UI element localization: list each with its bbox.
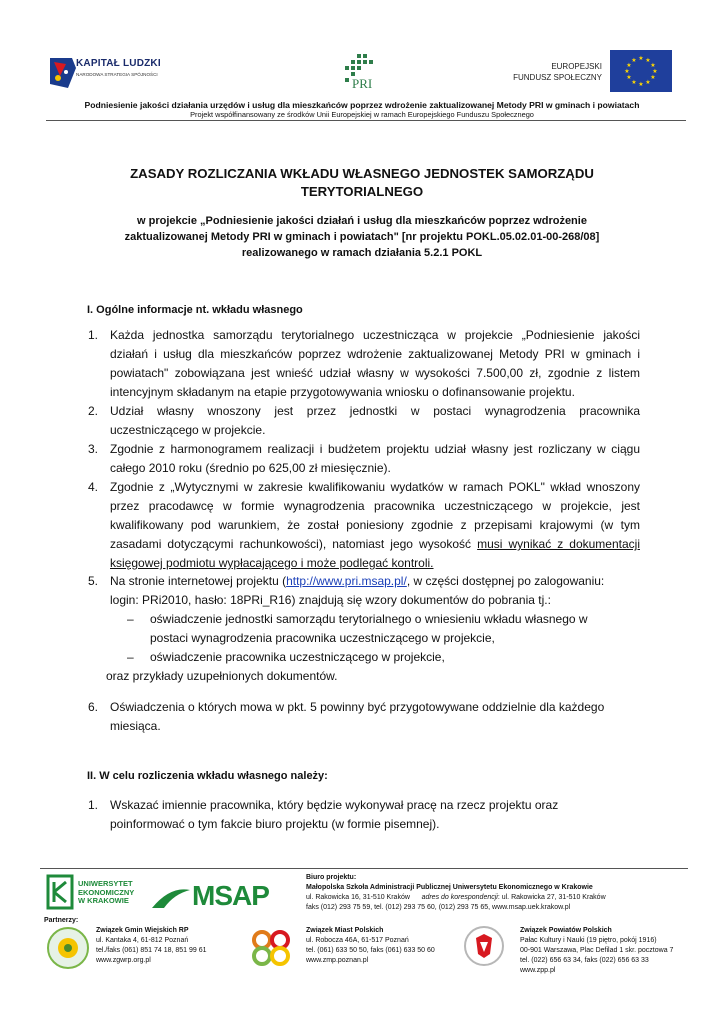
kapital-ludzki-title: KAPITAŁ LUDZKI — [76, 58, 161, 69]
pri-label: PRI — [352, 76, 373, 91]
kapital-ludzki-subtitle: NARODOWA STRATEGIA SPÓJNOŚCI — [76, 72, 158, 77]
zgwrp-logo-icon — [46, 926, 90, 970]
svg-text:★: ★ — [631, 79, 637, 86]
partner-zpp: Związek Powiatów Polskich Pałac Kultury i Nauki (19 piętro, pokój 1916) 00-901 Warszawa, Plac Defilad 1 skr. pocztowa 7 tel. (022) 656 63 34, faks (022) 656 63 33 www.zpp.pl — [520, 927, 674, 974]
svg-text:★: ★ — [645, 79, 651, 86]
zmp-logo-icon — [250, 928, 292, 968]
sub-list-item: oświadczenie jednostki samorządu terytorialnego o wniesieniu wkładu własnego w postaci wynagrodzenia pracownika uczestniczącego w projekcie, — [150, 612, 588, 645]
header-project-title: Podniesienie jakości działania urzędów i usług dla mieszkańców poprzez wdrożenie zaktualizowanej Metody PRI w gminach i powiatach — [84, 100, 640, 110]
item-number: 1. — [88, 328, 99, 342]
svg-text:★: ★ — [638, 81, 644, 88]
partner-zmp: Związek Miast Polskich ul. Robocza 46A, 61-517 Poznań tel. (061) 633 50 50, faks (061) 633 50 60 www.zmp.poznan.pl — [306, 927, 435, 964]
list-item: Oświadczenia o których mowa w pkt. 5 powinny być przygotowywane oddzielnie dla każdego miesiąca. — [110, 700, 605, 733]
header — [0, 0, 724, 122]
item-number: 3. — [88, 442, 99, 456]
list-item: Wskazać imiennie pracownika, który będzie wykonywał pracę na rzecz projektu oraz poinformować o tym fakcie biuro projektu (w formie pisemnej). — [110, 798, 559, 831]
svg-text:★: ★ — [645, 57, 651, 64]
svg-text:★: ★ — [650, 74, 656, 81]
eu-fund-line1: EUROPEJSKI — [551, 62, 602, 71]
svg-text:★: ★ — [638, 55, 644, 62]
svg-text:★: ★ — [631, 57, 637, 64]
header-divider — [46, 120, 686, 121]
svg-text:★: ★ — [626, 74, 632, 81]
project-office: Biuro projektu: Małopolska Szkoła Administracji Publicznej Uniwersytetu Ekonomicznego w Krakowie ul. Rakowicka 16, 31-510 Kraków adres do korespondencji: ul. Rakowicka 27, 31-510 Kraków faks (012) 293 75 59, tel. (012) 293 75 60, (012) 293 75 65, www.msap.uek.krakow.pl — [306, 874, 606, 911]
kapital-ludzki-logo-icon — [46, 54, 76, 90]
msap-swoosh-icon — [150, 884, 192, 912]
item-number: 2. — [88, 404, 99, 418]
item-number: 1. — [88, 798, 99, 812]
item-number: 6. — [88, 700, 99, 714]
ue-krakow-name: UNIWERSYTET EKONOMICZNY W KRAKOWIE — [78, 879, 135, 905]
partners-label: Partnerzy: — [44, 917, 79, 924]
list-item: Udział własny wnoszony jest przez jednostki w postaci wynagrodzenia pracownika uczestniczącego w projekcie. — [110, 404, 640, 437]
underlined-text: musi wynikać z dokumentacji — [477, 537, 640, 551]
header-cofinancing: Projekt współfinansowany ze środków Unii Europejskiej w ramach Europejskiego Funduszu Społecznego — [190, 110, 534, 119]
zpp-logo-icon — [462, 924, 506, 970]
dash-bullet: – — [127, 650, 134, 664]
dash-bullet: – — [127, 612, 134, 626]
section-2-heading: II. W celu rozliczenia wkładu własnego należy: — [87, 770, 328, 782]
svg-text:★: ★ — [626, 62, 632, 69]
sub-list-item: oświadczenie pracownika uczestniczącego w projekcie, — [150, 650, 445, 664]
list-item: Zgodnie z harmonogramem realizacji i budżetem projektu udział własny jest rozliczany w ciągu całego 2010 roku (średnio po 625,00 zł miesięcznie). — [110, 442, 640, 475]
svg-text:★: ★ — [652, 68, 658, 75]
partner-zgwrp: Związek Gmin Wiejskich RP ul. Kantaka 4, 61-812 Poznań tel./faks (061) 851 74 18, 851 99 61 www.zgwrp.org.pl — [96, 927, 207, 964]
item-5-tail: oraz przykłady uzupełnionych dokumentów. — [106, 669, 338, 683]
footer-divider — [40, 868, 688, 869]
msap-logo: MSAP — [192, 880, 269, 911]
eu-flag-icon — [610, 50, 672, 92]
svg-text:★: ★ — [624, 68, 630, 75]
list-item: Zgodnie z „Wytycznymi w zakresie kwalifikowaniu wydatków w ramach POKL" wkład wnoszony przez pracodawcę w formie wynagrodzenia pracownika uczestniczącego w projekcie, jest kwalifikowany pod warunkiem, że został poniesiony zgodnie z przepisami krajowymi (w tym zasadami dotyczącymi rachunkowości), natomiast jego wysokość musi wynikać z dokumentacji księgowej podmiotu wypłacającego i może podlegać kontroli. — [110, 478, 640, 573]
document-title: ZASADY ROZLICZANIA WKŁADU WŁASNEGO JEDNOSTEK SAMORZĄDU TERYTORIALNEGO — [130, 166, 594, 199]
eu-fund-line2: FUNDUSZ SPOŁECZNY — [513, 73, 602, 82]
section-1-heading: I. Ogólne informacje nt. wkładu własnego — [87, 304, 303, 316]
document-subtitle: w projekcie „Podniesienie jakości działań i usług dla mieszkańców poprzez wdrożenie zaktualizowanej Metody PRI w gminach i powiatach" [nr projektu POKL.05.02.01-00-268/08] realizowanego w ramach działania 5.2.1 POKL — [124, 215, 600, 259]
item-number: 4. — [88, 480, 99, 494]
underlined-text: księgowej podmiotu wypłacającego i może podlegać kontroli. — [110, 556, 434, 570]
list-item: Każda jednostka samorządu terytorialnego uczestnicząca w projekcie „Podniesienie jakości działań i usług dla mieszkańców poprzez wdrożenie zaktualizowanej Metody PRI w gminach i powiatach" zobowiązana jest wnieść udział własny w wysokości 7.500,00 zł, zgodnie z listem intencyjnym składanym na etapie przygotowywania wniosku o dofinansowanie projektu. — [110, 328, 640, 399]
item-number: 5. — [88, 574, 99, 588]
list-item: Na stronie internetowej projektu (http://www.pri.msap.pl/, w części dostępnej po zalogowaniu: login: PRi2010, hasło: 18PRi_R16) znajdują się wzory dokumentów do pobrania tj.: — [110, 574, 605, 607]
svg-text:★: ★ — [650, 62, 656, 69]
project-website-link[interactable]: http://www.pri.msap.pl/ — [286, 574, 407, 588]
ue-krakow-logo-icon — [46, 874, 74, 910]
